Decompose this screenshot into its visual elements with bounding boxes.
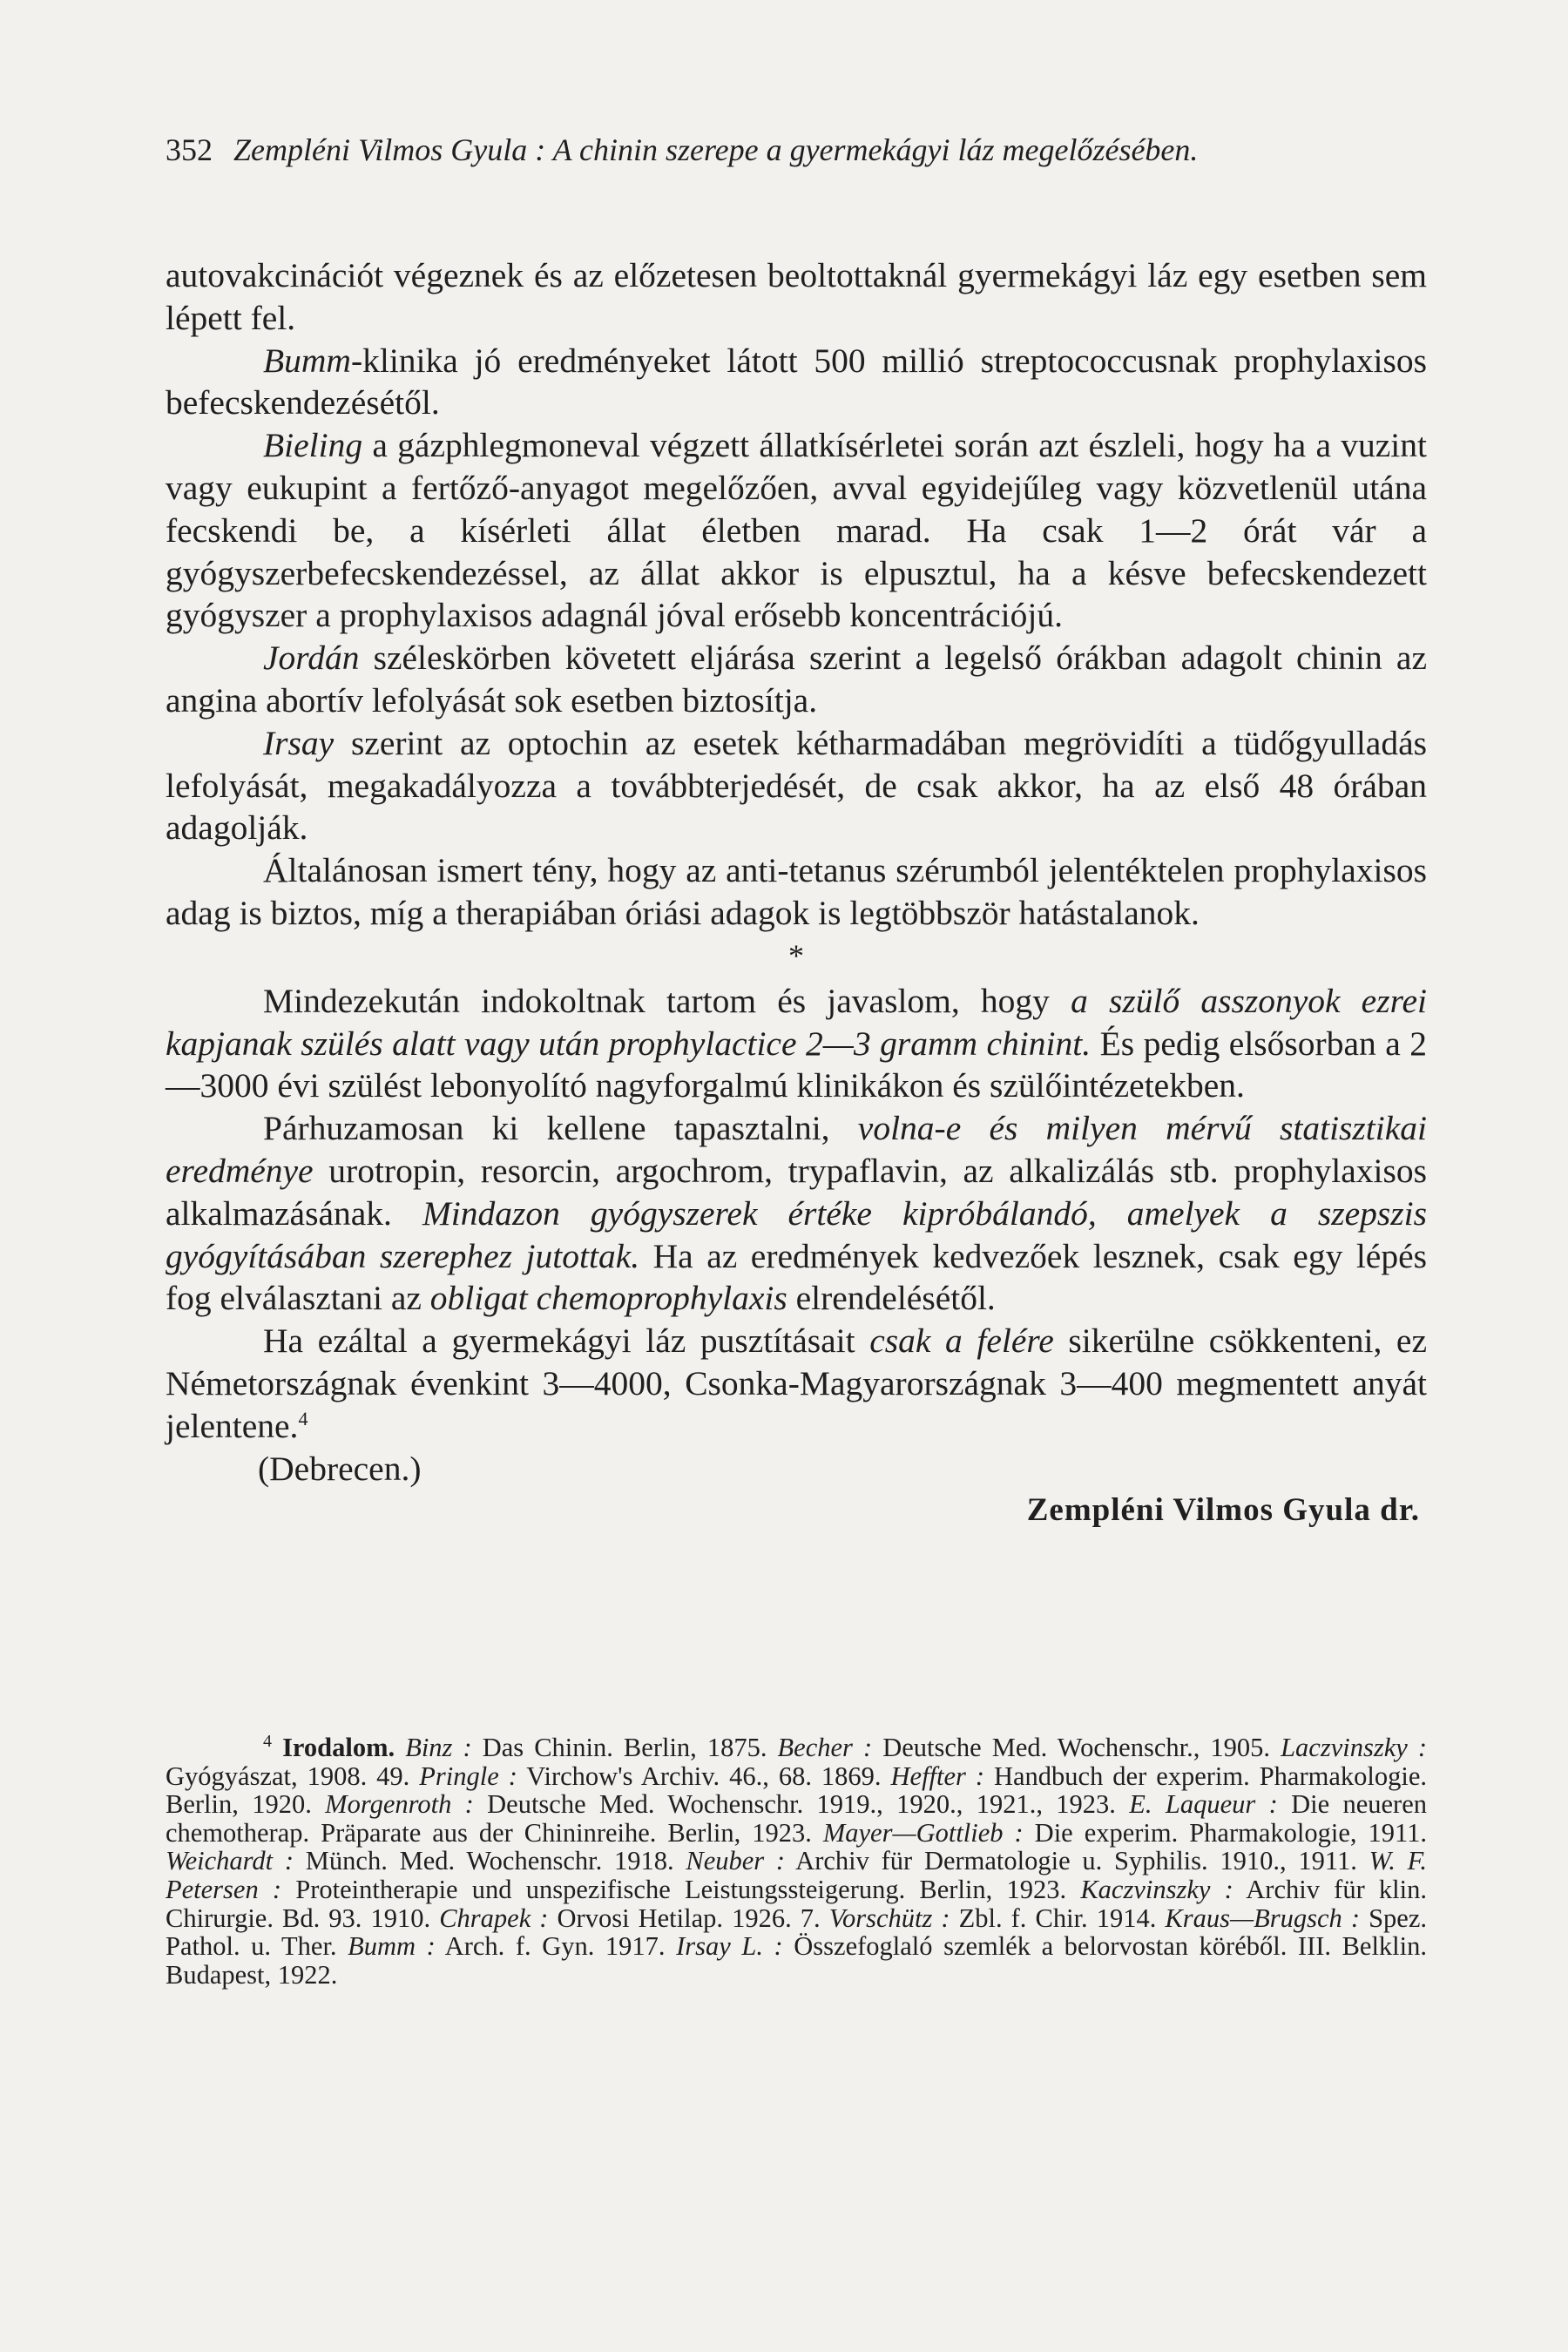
reference-author: E. Laqueur :	[1129, 1789, 1278, 1820]
reference-author: Binz :	[405, 1733, 472, 1762]
reference-text: Proteintherapie und unspezifische Leistungssteigerung. Berlin, 1923.	[281, 1874, 1081, 1904]
reference-author: Chrapek :	[439, 1903, 549, 1933]
footnote-references	[166, 1731, 1428, 1990]
paragraph-1: autovakcinációt végeznek és az előzetesen beoltottaknál gyermekágyi láz egy esetben sem lépett fel.	[166, 256, 1427, 337]
paragraph-6: Általánosan ismert tény, hogy az anti-tetanus szérumból jelentéktelen prophylaxisos adag is biztos, míg a therapiában óriási adagok is legtöbbször hatástalanok.	[166, 851, 1427, 932]
author-name: Irsay	[263, 723, 335, 762]
reference-text: Arch. f. Gyn. 1917.	[435, 1931, 677, 1962]
reference-author: Heffter :	[890, 1761, 985, 1791]
paragraph-5: Irsay szerint az optochin az esetek kétharmadában megrövidíti a tüdőgyulladás lefolyását, megakadályozza a továbbterjedését, de csak akkor, ha az első 48 órában adagolják.	[166, 723, 1427, 848]
footnote-reference: 4	[298, 1407, 308, 1429]
reference-text: Deutsche Med. Wochenschr. 1919., 1920., 1921., 1923.	[473, 1789, 1130, 1820]
reference-text: Virchow's Archiv. 46., 68. 1869.	[517, 1761, 891, 1791]
reference-text: Deutsche Med. Wochenschr., 1905.	[872, 1733, 1281, 1762]
section-separator: *	[788, 937, 804, 973]
page-number: 352	[166, 132, 213, 167]
author-name: Bieling	[263, 426, 363, 465]
paragraph-7: Mindezekután indokoltnak tartom és javaslom, hogy a szülő asszonyok ezrei kapjanak szülés alatt vagy után prophylactice 2—3 gramm chinint. És pedig elsősorban a 2—3000 évi szülést lebonyolító nagyforgalmú klinikákon és szülőintézetekben.	[166, 981, 1428, 1105]
reference-text: Zbl. f. Chir. 1914.	[950, 1903, 1166, 1933]
reference-author: Irsay L. :	[676, 1931, 783, 1962]
footnote-marker: 4	[263, 1731, 272, 1751]
reference-author: Bumm :	[348, 1931, 436, 1962]
article-body	[166, 254, 1427, 1532]
reference-author: Vorschütz :	[828, 1903, 950, 1933]
reference-author: W. F. Petersen :	[166, 1846, 1427, 1904]
paragraph-3: Bieling a gázphlegmoneval végzett állatkísérletei során azt észleli, hogy ha a vuzint vagy eukupint a fertőző-anyagot megelőzően, avval egyidejűleg vagy közvetlenül utána fecskendi be, a kísérleti állat életben marad. Ha csak 1—2 órát vár a gyógyszerbefecskendezéssel, az állat akkor is elpusztul, ha a késve befecskendezett gyógyszer a prophylaxisos adagnál jóval erősebb koncentrációjú.	[166, 426, 1427, 635]
reference-text: Spez. Pathol. u. Ther.	[166, 1903, 1427, 1962]
paragraph-9: Ha ezáltal a gyermekágyi láz pusztításait csak a felére sikerülne csökkenteni, ez Németországnak évenkint 3—4000, Csonka-Magyarországnak 3—400 megmentett anyát jelentene.$^4$	[166, 1321, 1427, 1445]
footnote-paragraph	[166, 1731, 1428, 1990]
reference-author: Laczvinszky :	[1281, 1733, 1428, 1762]
author-name: Jordán	[263, 639, 360, 678]
reference-text: Das Chinin. Berlin, 1875.	[471, 1733, 778, 1762]
reference-author: Weichardt :	[166, 1846, 294, 1876]
paragraph-4: Jordán széleskörben követett eljárása szerint a legelső órákban adagolt chinin az angina abortív lefolyását sok esetben biztosítja.	[166, 639, 1427, 720]
running-title: Zempléni Vilmos Gyula : A chinin szerepe a gyermekágyi láz megelőzésében.	[233, 132, 1199, 167]
reference-author: Becher :	[777, 1733, 873, 1762]
running-header	[166, 131, 1420, 169]
reference-author: Mayer—Gottlieb :	[822, 1817, 1024, 1848]
paragraph-8: Párhuzamosan ki kellene tapasztalni, volna-e és milyen mérvű statisztikai eredménye urotropin, resorcin, argochrom, trypaflavin, az alkalizálás stb. prophylaxisos alkalmazásának. Mindazon gyógyszerek értéke kipróbálandó, amelyek a szepszis gyógyításában szerephez jutottak. Ha az eredmények kedvezőek lesznek, csak egy lépés fog elválasztani az obligat chemoprophylaxis elrendelésétől.	[166, 1109, 1428, 1318]
reference-text: Archiv für Dermatologie u. Syphilis. 1910., 1911.	[785, 1846, 1369, 1876]
reference-text: Gyógyászat, 1908. 49.	[166, 1761, 420, 1791]
reference-text: Handbuch der experim. Pharmakologie. Berlin, 1920.	[166, 1761, 1427, 1820]
reference-author: Pringle :	[419, 1761, 517, 1791]
footnote-label: Irodalom.	[282, 1733, 395, 1762]
reference-author: Neuber :	[686, 1846, 786, 1876]
reference-text: Die neueren chemotherap. Präparate aus der Chininreihe. Berlin, 1923.	[166, 1789, 1427, 1848]
reference-author: Morgenroth :	[325, 1789, 474, 1820]
reference-text: Orvosi Hetilap. 1926. 7.	[548, 1903, 829, 1933]
reference-text: Die experim. Pharmakologie, 1911.	[1023, 1817, 1427, 1848]
author-name: Bumm	[263, 341, 351, 380]
reference-author: Kraus—Brugsch :	[1165, 1903, 1361, 1933]
reference-text: Archiv für klin. Chirurgie. Bd. 93. 1910.	[166, 1874, 1427, 1933]
paragraph-2: Bumm-klinika jó eredményeket látott 500 millió streptococcusnak prophylaxisos befecskendezésétől.	[166, 341, 1427, 422]
reference-text: Münch. Med. Wochenschr. 1918.	[294, 1846, 686, 1876]
reference-author: Kaczvinszky :	[1080, 1874, 1233, 1904]
reference-text: Összefoglaló szemlék a belorvostan köréből. III. Belklin. Budapest, 1922.	[166, 1931, 1428, 1990]
author-signature: Zempléni Vilmos Gyula dr.	[1026, 1492, 1420, 1529]
place-line: (Debrecen.)	[258, 1449, 422, 1488]
